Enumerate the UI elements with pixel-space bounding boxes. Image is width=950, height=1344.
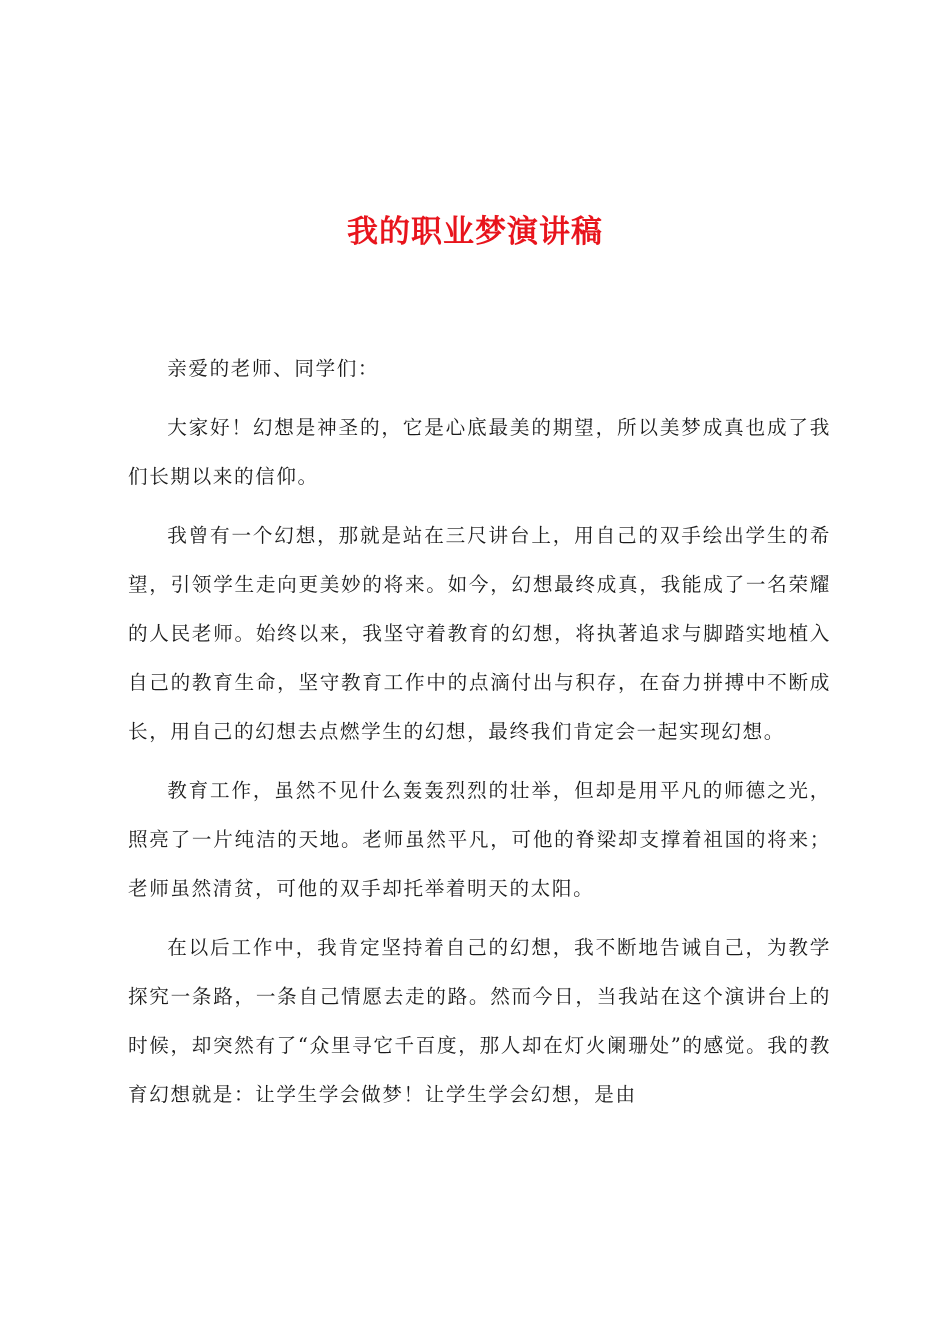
paragraph-greeting: 亲爱的老师、同学们： [167, 357, 380, 380]
paragraph-future: 在以后工作中，我肯定坚持着自己的幻想，我不断地告诫自己，为教学探究一条路，一条自己情愿去走的路。然而今日，当我站在这个演讲台上的时候，却突然有了“众里寻它千百度，那人却在灯火阑珊处”的感觉。我的教育幻想就是：让学生学会做梦！让学生学会幻想，是由 [128, 936, 831, 1106]
paragraph-education: 教育工作，虽然不见什么轰轰烈烈的壮举，但却是用平凡的师德之光，照亮了一片纯洁的天地。老师虽然平凡，可他的脊梁却支撑着祖国的将来；老师虽然清贫，可他的双手却托举着明天的太阳。 [128, 779, 831, 900]
paragraph-intro: 大家好！幻想是神圣的，它是心底最美的期望，所以美梦成真也成了我们长期以来的信仰。 [128, 416, 831, 488]
paragraph-dream: 我曾有一个幻想，那就是站在三尺讲台上，用自己的双手绘出学生的希望，引领学生走向更美妙的将来。如今，幻想最终成真，我能成了一名荣耀的人民老师。始终以来，我坚守着教育的幻想，将执著追求与脚踏实地植入自己的教育生命，坚守教育工作中的点滴付出与积存，在奋力拼搏中不断成长，用自己的幻想去点燃学生的幻想，最终我们肯定会一起实现幻想。 [128, 524, 831, 743]
document-title: 我的职业梦演讲稿 [347, 214, 603, 250]
document-body [128, 344, 831, 1129]
